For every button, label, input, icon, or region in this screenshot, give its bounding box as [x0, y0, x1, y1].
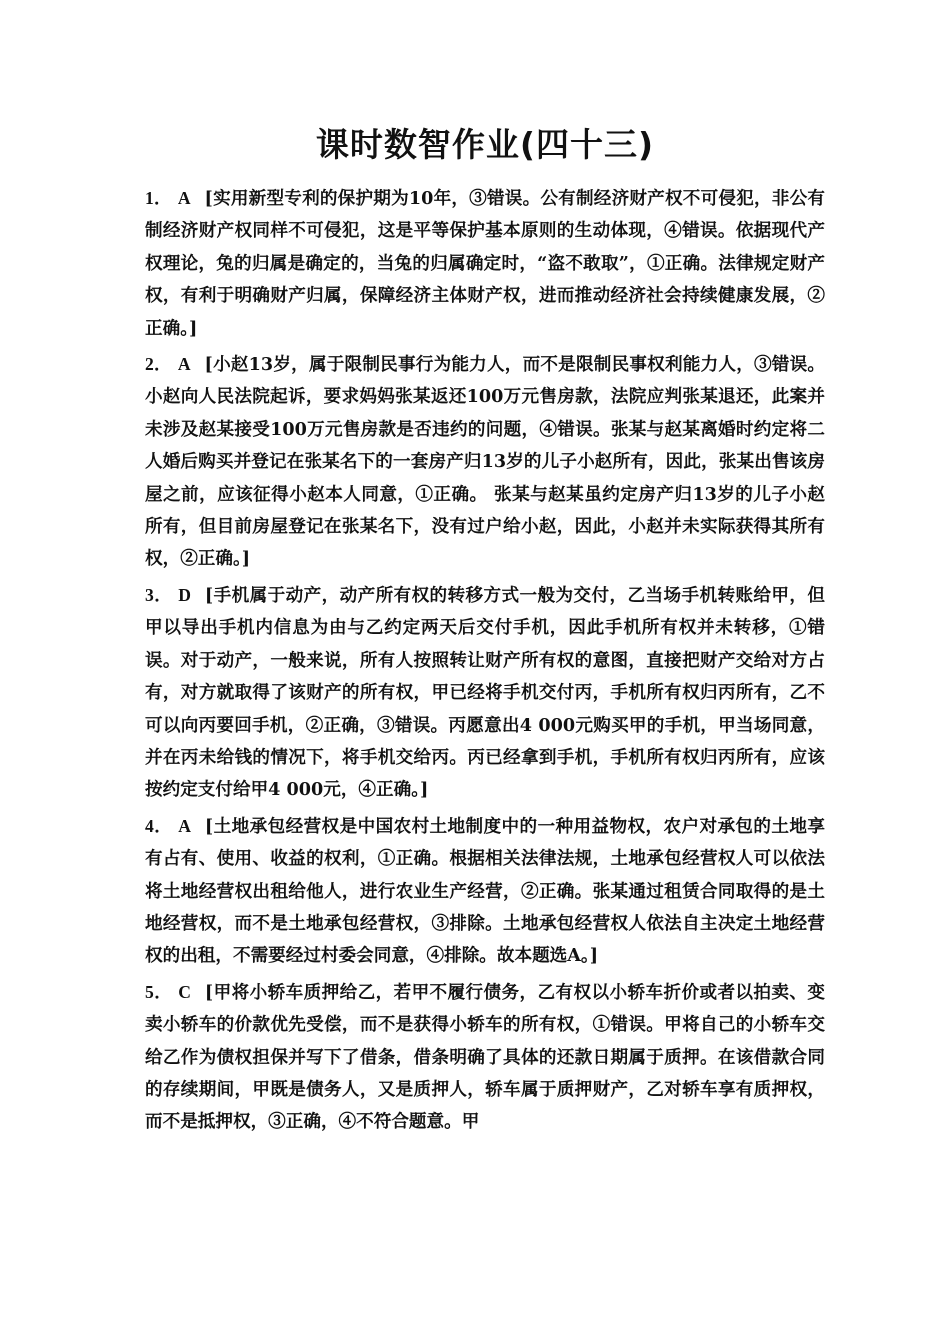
item-number: 3． — [145, 584, 173, 605]
item-explanation: [土地承包经营权是中国农村土地制度中的一种用益物权，农户对承包的土地享有占有、使用、收益的权利，①正确。根据相关法律法规，土地承包经营权人可以依法将土地经营权出租给他人，进行农业生产经营，②正确。张某通过租赁合同取得的是土地经营权，而不是土地承包经营权，③排除。土地承包经营权人依法自主决定土地经营权的出租，不需要经过村委会同意，④排除。故本题选A。] — [145, 815, 825, 967]
item-explanation: [实用新型专利的保护期为10年，③错误。公有制经济财产权不可侵犯，非公有制经济财产权同样不可侵犯，这是平等保护基本原则的生动体现，④错误。依据现代产权理论，兔的归属是确定的，当兔的归属确定时，“盗不敢取”，①正确。法律规定财产权，有利于明确财产归属，保障经济主体财产权，进而推动经济社会持续健康发展，②正确。] — [145, 188, 825, 339]
item-explanation: [小赵13岁，属于限制民事行为能力人，而不是限制民事权利能力人，③错误。小赵向人民法院起诉，要求妈妈张某返还100万元售房款，法院应判张某退还，此案并未涉及赵某接受100万元售房款是否违约的问题，④错误。张某与赵某离婚时约定将二人婚后购买并登记在张某名下的一套房产归13岁的儿子小赵所有，因此，张某出售该房屋之前，应该征得小赵本人同意，①正确。 张某与赵某虽约定房产归13岁的儿子小赵所有，但目前房屋登记在张某名下，没有过户给小赵，因此，小赵并未实际获得其所有权，②正确。] — [145, 354, 825, 570]
item-answer: A — [177, 188, 191, 208]
item-number: 4． — [145, 815, 173, 836]
item-answer: C — [178, 981, 191, 1002]
item-answer: D — [178, 584, 191, 605]
item-explanation: [甲将小轿车质押给乙，若甲不履行债务，乙有权以小轿车折价或者以拍卖、变卖小轿车的价款优先受偿，而不是获得小轿车的所有权，①错误。甲将自己的小轿车交给乙作为债权担保并写下了借条，借条明确了具体的还款日期属于质押。在该借款合同的存续期间，甲既是债务人，又是质押人，轿车属于质押财产，乙对轿车享有质押权，而不是抵押权，③正确，④不符合题意。甲 — [145, 981, 825, 1133]
document-title: 课时数智作业(四十三) — [315, 125, 655, 164]
answer-item-2 — [145, 348, 825, 576]
document-page — [145, 122, 825, 1142]
answer-item-5 — [145, 976, 825, 1139]
item-explanation: [手机属于动产，动产所有权的转移方式一般为交付，乙当场手机转账给甲，但甲以导出手机内信息为由与乙约定两天后交付手机，因此手机所有权并未转移，①错误。对于动产，一般来说，所有人按照转让财产所有权的意图，直接把财产交给对方占有，对方就取得了该财产的所有权，甲已经将手机交付丙，手机所有权归丙所有，乙不可以向丙要回手机，②正确，③错误。丙愿意出4 000元购买甲的手机，甲当场同意，并在丙未给钱的情况下，将手机交给丙。丙已经拿到手机，手机所有权归丙所有，应该按约定支付给甲4 000元，④正确。] — [145, 584, 825, 801]
item-number: 1． — [145, 188, 172, 208]
answer-item-4 — [145, 810, 825, 973]
item-number: 2． — [145, 354, 172, 375]
answer-item-1 — [145, 182, 825, 345]
item-answer: A — [177, 354, 191, 375]
item-number: 5． — [145, 981, 173, 1002]
answer-item-3 — [145, 579, 825, 807]
item-answer: A — [178, 815, 191, 836]
